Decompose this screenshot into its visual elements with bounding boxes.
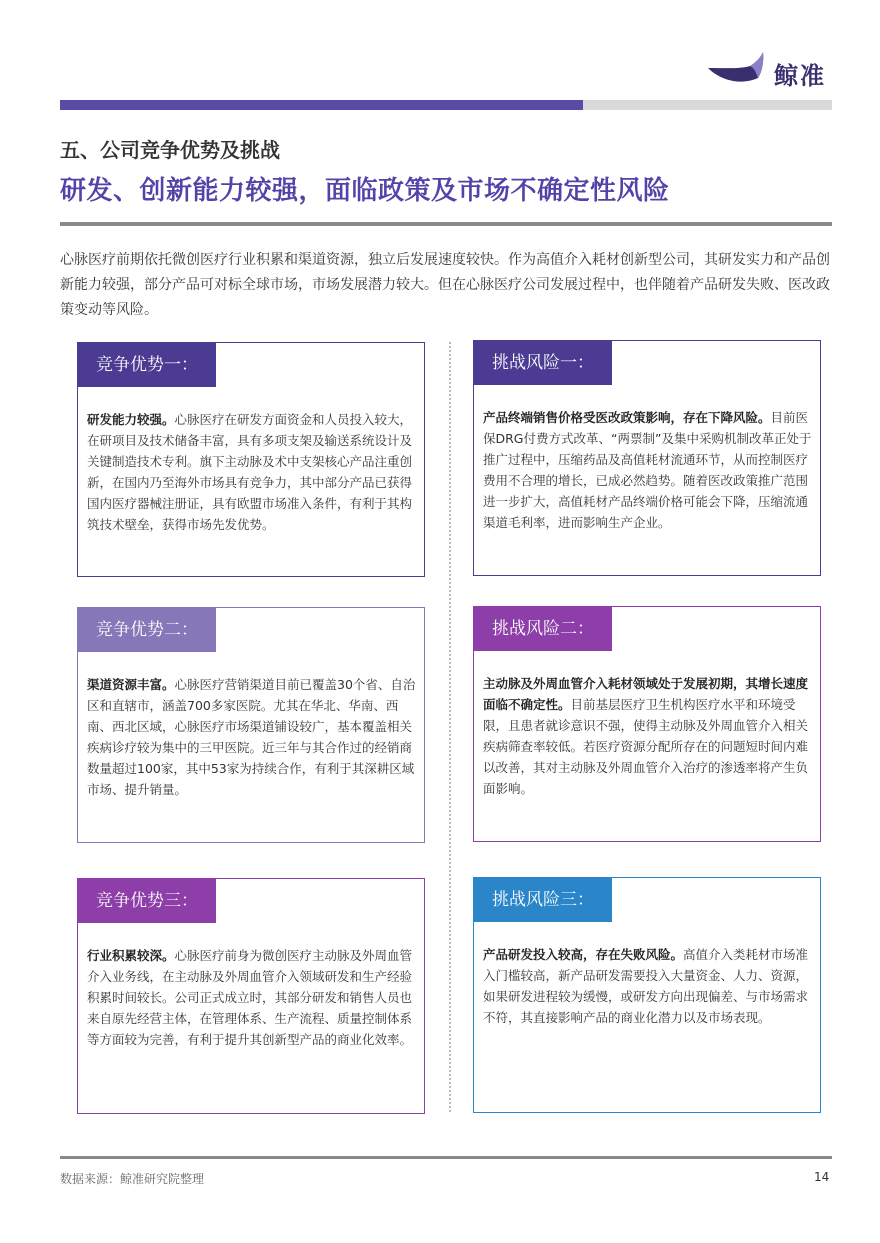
brand-name: 鲸准: [774, 62, 826, 90]
advantage-card-2: [77, 607, 425, 843]
brand-logo: [706, 48, 836, 92]
risk-heading-2: 主动脉及外周血管介入耗材领域处于发展初期，其增长速度面临不确定性。: [483, 676, 809, 712]
data-source: 数据来源：鲸准研究院整理: [60, 1172, 205, 1186]
page-number: 14: [814, 1170, 830, 1184]
risk-card-2: [473, 606, 821, 842]
risk-tag-3: 挑战风险三：: [474, 878, 612, 922]
advantage-heading-1: 研发能力较强。: [87, 412, 175, 427]
advantage-text-1: 心脉医疗在研发方面资金和人员投入较大，在研项目及技术储备丰富，具有多项支架及输送系统设计及关键制造技术专利。旗下主动脉及术中支架核心产品注重创新，在国内乃至海外市场具有竞争力，其中部分产品已获得国内医疗器械注册证，具有欧盟市场准入条件，有利于其构筑技术壁垒，获得市场先发优势。: [87, 412, 413, 532]
risk-text-1: 目前医保DRG付费方式改革、“两票制”及集中采购机制改革正处于推广过程中，压缩药品及高值耗材流通环节，从而控制医疗费用不合理的增长，已成必然趋势。随着医改政策推广范围进一步扩大，高值耗材产品终端价格可能会下降，压缩流通渠道毛利率，进而影响生产企业。: [483, 410, 812, 530]
advantage-heading-3: 行业积累较深。: [87, 948, 175, 963]
intro-paragraph: 心脉医疗前期依托微创医疗行业积累和渠道资源，独立后发展速度较快。作为高值介入耗材创新型公司，其研发实力和产品创新能力较强，部分产品可对标全球市场，市场发展潜力较大。但在心脉医疗公司发展过程中，也伴随着产品研发失败、医改政策变动等风险。: [60, 252, 830, 318]
column-divider: [449, 342, 451, 1112]
risk-body-3: [483, 944, 813, 1028]
risk-tag-1: 挑战风险一：: [474, 341, 612, 385]
footer-divider: [60, 1156, 832, 1159]
advantage-card-1: [77, 342, 425, 577]
risk-text-2: 目前基层医疗卫生机构医疗水平和环境受限，且患者就诊意识不强，使得主动脉及外周血管介入相关疾病筛查率较低。若医疗资源分配所存在的问题短时间内难以改善，其对主动脉及外周血管介入治疗的渗透率将产生负面影响。: [483, 697, 809, 796]
advantage-body-3: [87, 945, 417, 1050]
advantage-text-2: 心脉医疗营销渠道目前已覆盖30个省、自治区和直辖市，涵盖700多家医院。尤其在华北、华南、西南、西北区域，心脉医疗市场渠道铺设较广，基本覆盖相关疾病诊疗较为集中的三甲医院。近三年与其合作过的经销商数量超过100家，其中53家为持续合作，有利于其深耕区域市场、提升销量。: [87, 677, 416, 797]
risk-card-1: [473, 340, 821, 576]
risk-tag-2: 挑战风险二：: [474, 607, 612, 651]
advantage-text-3: 心脉医疗前身为微创医疗主动脉及外周血管介入业务线，在主动脉及外周血管介入领域研发和生产经验积累时间较长。公司正式成立时，其部分研发和销售人员也来自原先经营主体，在管理体系、生产流程、质量控制体系等方面较为完善，有利于提升其创新型产品的商业化效率。: [87, 948, 413, 1047]
advantage-tag-1: 竞争优势一：: [78, 343, 216, 387]
section-title: 五、公司竞争优势及挑战: [60, 138, 280, 162]
risk-heading-3: 产品研发投入较高，存在失败风险。: [483, 947, 684, 962]
risk-card-3: [473, 877, 821, 1113]
risk-text-3: 高值介入类耗材市场准入门槛较高，新产品研发需要投入大量资金、人力、资源，如果研发进程较为缓慢，或研发方向出现偏差、与市场需求不符，其直接影响产品的商业化潜力以及市场表现。: [483, 947, 809, 1025]
risk-heading-1: 产品终端销售价格受医改政策影响，存在下降风险。: [483, 410, 771, 425]
title-divider: [60, 222, 832, 226]
advantage-body-1: [87, 409, 417, 535]
page-title: 研发、创新能力较强，面临政策及市场不确定性风险: [60, 176, 670, 206]
advantage-card-3: [77, 878, 425, 1114]
advantage-body-2: [87, 674, 417, 800]
advantage-tag-2: 竞争优势二：: [78, 608, 216, 652]
advantage-tag-3: 竞争优势三：: [78, 879, 216, 923]
whale-icon: [706, 50, 768, 90]
header-bar: [60, 100, 832, 110]
risk-body-1: [483, 407, 813, 533]
advantage-heading-2: 渠道资源丰富。: [87, 677, 175, 692]
risk-body-2: [483, 673, 813, 799]
